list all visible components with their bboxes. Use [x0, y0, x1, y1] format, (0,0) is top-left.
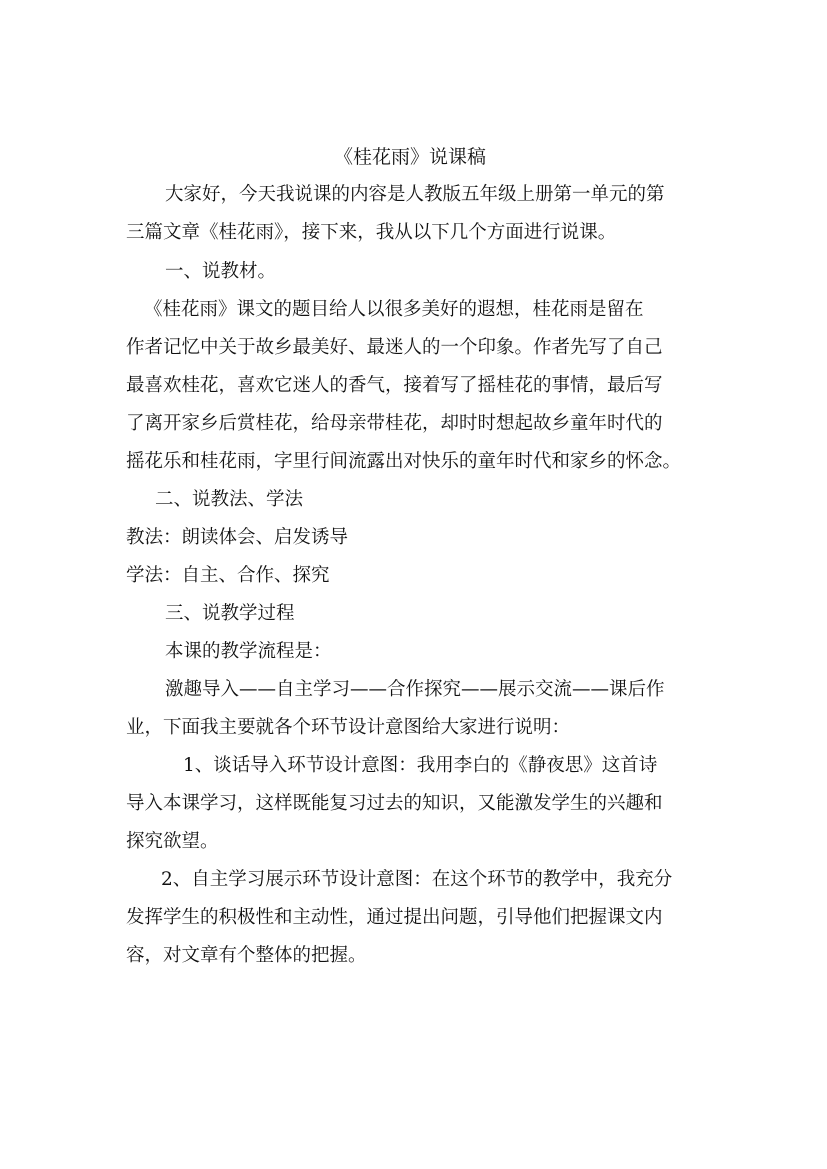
- flow-intro: 本课的教学流程是：: [165, 641, 332, 662]
- item1-line-1: 1、谈话导入环节设计意图：我用李白的《静夜思》这首诗: [183, 755, 658, 776]
- intro-line-2: 三篇文章《桂花雨》，接下来，我从以下几个方面进行说课。: [126, 222, 617, 243]
- teaching-method: 教法：朗读体会、启发诱导: [126, 527, 349, 548]
- item2-line-2: 发挥学生的积极性和主动性，通过提出问题，引导他们把握课文内: [126, 907, 663, 928]
- learning-method: 学法：自主、合作、探究: [126, 565, 330, 586]
- section1-line-4: 了离开家乡后赏桂花，给母亲带桂花，却时时想起故乡童年时代的: [126, 413, 663, 434]
- item2-line-1: 2、自主学习展示环节设计意图：在这个环节的教学中，我充分: [161, 869, 673, 890]
- section3-heading: 三、说教学过程: [165, 603, 295, 624]
- flow-line-1: 激趣导入——自主学习——合作探究——展示交流——课后作: [165, 679, 665, 700]
- section1-line-1: 《桂花雨》课文的题目给人以很多美好的遐想，桂花雨是留在: [144, 299, 644, 320]
- intro-line-1: 大家好，今天我说课的内容是人教版五年级上册第一单元的第: [165, 184, 665, 205]
- section1-line-3: 最喜欢桂花，喜欢它迷人的香气，接着写了摇桂花的事情，最后写: [126, 375, 663, 396]
- section1-line-5: 摇花乐和桂花雨，字里行间流露出对快乐的童年时代和家乡的怀念。: [126, 451, 682, 472]
- item1-line-3: 探究欲望。: [126, 831, 219, 852]
- section1-line-2: 作者记忆中关于故乡最美好、最迷人的一个印象。作者先写了自己: [126, 337, 663, 358]
- section2-heading: 二、说教法、学法: [155, 489, 304, 510]
- document-title: 《桂花雨》说课稿: [334, 146, 487, 168]
- section1-heading: 一、说教材。: [165, 261, 277, 282]
- item1-line-2: 导入本课学习，这样既能复习过去的知识，又能激发学生的兴趣和: [126, 793, 663, 814]
- item2-line-3: 容，对文章有个整体的把握。: [126, 945, 367, 966]
- flow-line-2: 业，下面我主要就各个环节设计意图给大家进行说明：: [126, 717, 571, 738]
